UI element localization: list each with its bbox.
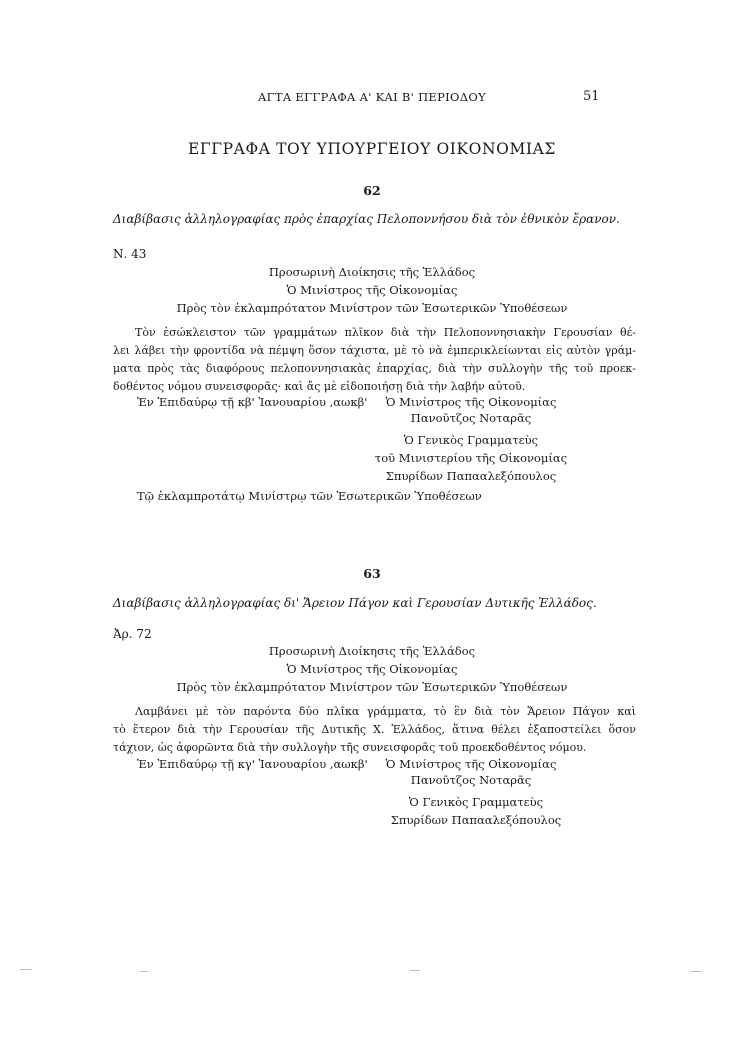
signature-subtitle: τοῦ Μινιστερίου τῆς Οἰκονομίας: [374, 451, 568, 465]
body-line: τάχιον, ὡς ἀφορῶντα διὰ τὴν συλλογὴν τῆς συνεισφορᾶς τοῦ προεκδοθέντος νόμου.: [113, 741, 587, 754]
signature-title: Ὁ Γενικὸς Γραμματεὺς: [408, 795, 544, 809]
body-line: Λαμβάνει μὲ τὸν παρόντα δύο πλῖκα γράμματα, τὸ ἓν διὰ τὸν Ἄρειον Πάγον καὶ: [135, 705, 636, 718]
recipient-line: Πρὸς τὸν ἐκλαμπρότατον Μινίστρον τῶν Ἐσωτερικῶν Ὑποθέσεων: [176, 301, 568, 315]
secretary-signature-block: [366, 793, 586, 829]
body-line: δοθέντος νόμου συνεισφορᾶς· καὶ ἄς μὲ εἰδοποιήσῃ διὰ τὴν λαβήν αὐτοῦ.: [113, 380, 526, 393]
signature-name: Σπυρίδων Παπααλεξόπουλος: [390, 813, 562, 827]
secretary-signature-block: [361, 431, 581, 485]
date-line: Ἐν Ἐπιδαύρῳ τῇ κγ' Ἰανουαρίου ,αωκβ': [137, 757, 368, 771]
body-line: Τὸν ἐσώκλειστον τῶν γραμμάτων πλῖκον διὰ τὴν Πελοποννησιακὴν Γερουσίαν θέ-: [135, 326, 636, 339]
scan-artifact: [140, 971, 148, 972]
document-body: [113, 324, 636, 396]
running-head: ΑΓΤΑ ΕΓΓΡΑΦΑ Α' ΚΑΙ Β' ΠΕΡΙΟΔΟΥ: [258, 90, 486, 104]
page-title: ΕΓΓΡΑΦΑ ΤΟΥ ΥΠΟΥΡΓΕΙΟΥ ΟΙΚΟΝΟΜΙΑΣ: [188, 140, 556, 158]
signature-name: Πανοῦτζος Νοταρᾶς: [410, 411, 532, 425]
signature-title: Ὁ Γενικὸς Γραμματεὺς: [403, 433, 539, 447]
reference-number: Ν. 43: [113, 247, 147, 261]
signature-name: Πανοῦτζος Νοταρᾶς: [410, 773, 532, 787]
signature-title: Ὁ Μινίστρος τῆς Οἰκονομίας: [385, 757, 557, 771]
document-number: 63: [363, 566, 381, 581]
document-summary: Διαβίβασις ἀλληλογραφίας πρὸς ἐπαρχίας Πελοποννήσου διὰ τὸν ἐθνικὸν ἔρανον.: [113, 212, 620, 226]
date-line: Ἐν Ἐπιδαύρῳ τῇ κβ' Ἰανουαρίου ,αωκβ': [137, 395, 368, 409]
ministry-line: Ὁ Μινίστρος τῆς Οἰκονομίας: [286, 662, 458, 676]
ministry-line: Ὁ Μινίστρος τῆς Οἰκονομίας: [286, 283, 458, 297]
document-number: 62: [363, 183, 381, 198]
document-summary: Διαβίβασις ἀλληλογραφίας δι' Ἄρειον Πάγον καὶ Γερουσίαν Δυτικῆς Ἑλλάδος.: [113, 596, 597, 610]
scan-artifact: [410, 970, 420, 971]
signature-title: Ὁ Μινίστρος τῆς Οἰκονομίας: [385, 395, 557, 409]
recipient-line: Πρὸς τὸν ἐκλαμπρότατον Μινίστρον τῶν Ἐσωτερικῶν Ὑποθέσεων: [176, 680, 568, 694]
body-line: τὸ ἕτερον διὰ τὴν Γερουσίαν τῆς Δυτικῆς Χ. Ἑλλάδος, ἅτινα θέλει ἐξαποστείλει ὅσον: [113, 723, 636, 736]
issuer-line: Προσωρινὴ Διοίκησις τῆς Ἑλλάδος: [268, 265, 476, 279]
body-line: λει λάβει τὴν φροντίδα νὰ πέμψη ὅσον τάχιστα, μὲ τὸ νὰ ἐμπερικλείωνται εἰς αὐτὸν γράμ-: [113, 344, 636, 357]
page-number: 51: [583, 89, 600, 104]
reference-number: Ἀρ. 72: [113, 627, 152, 641]
scan-artifact: [20, 969, 32, 970]
signature-block: [361, 395, 581, 425]
document-body: [113, 703, 636, 757]
signature-name: Σπυρίδων Παπααλεξόπουλος: [385, 469, 557, 483]
signature-block: [361, 757, 581, 787]
scan-artifact: [690, 971, 702, 972]
issuer-line: Προσωρινὴ Διοίκησις τῆς Ἑλλάδος: [268, 644, 476, 658]
addressee-line: Τῷ ἐκλαμπροτάτῳ Μινίστρῳ τῶν Ἐσωτερικῶν Ὑποθέσεων: [137, 489, 482, 503]
body-line: ματα πρὸς τὰς διαφόρους πελοποννησιακὰς ἐπαρχίας, διὰ τὴν συλλογὴν τῆς τοῦ προεκ-: [113, 362, 636, 375]
